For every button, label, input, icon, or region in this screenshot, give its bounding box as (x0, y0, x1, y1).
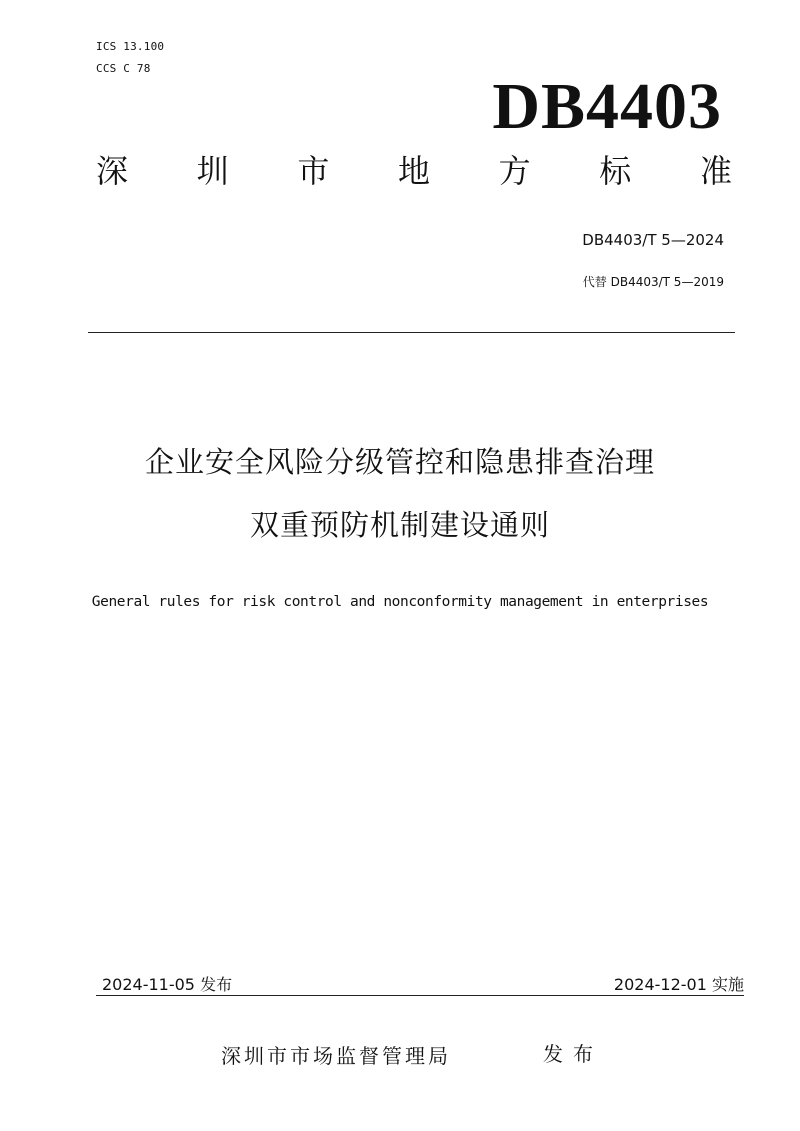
issue-label: 发布 (543, 1042, 603, 1066)
replaces-standard: 代替 DB4403/T 5—2019 (582, 275, 724, 289)
standard-type-char: 深 (96, 152, 129, 190)
standard-type-title (96, 152, 732, 190)
standard-number: DB4403/T 5—2024 (582, 231, 724, 249)
ccs-code: CCS C 78 (96, 62, 151, 75)
document-title-line2: 双重预防机制建设通则 (249, 508, 550, 542)
issuing-authority: 深圳市市场监督管理局 (221, 1044, 451, 1068)
top-divider (88, 332, 735, 333)
standard-type-char: 标 (599, 152, 632, 190)
standard-type-char: 市 (297, 152, 330, 190)
document-title-line1: 企业安全风险分级管控和隐患排查治理 (144, 445, 655, 479)
db-standard-mark: DB4403 (492, 70, 722, 143)
issue-date: 2024-11-05 发布 (102, 975, 233, 994)
implementation-date: 2024-12-01 实施 (613, 975, 744, 994)
english-title: General rules for risk control and nonconformity management in enterprises (91, 594, 709, 610)
standard-type-char: 准 (699, 152, 732, 190)
standard-type-char: 地 (397, 152, 430, 190)
ics-code: ICS 13.100 (96, 40, 165, 53)
standard-type-char: 方 (498, 152, 531, 190)
bottom-divider (96, 995, 744, 996)
standard-type-char: 圳 (196, 152, 229, 190)
